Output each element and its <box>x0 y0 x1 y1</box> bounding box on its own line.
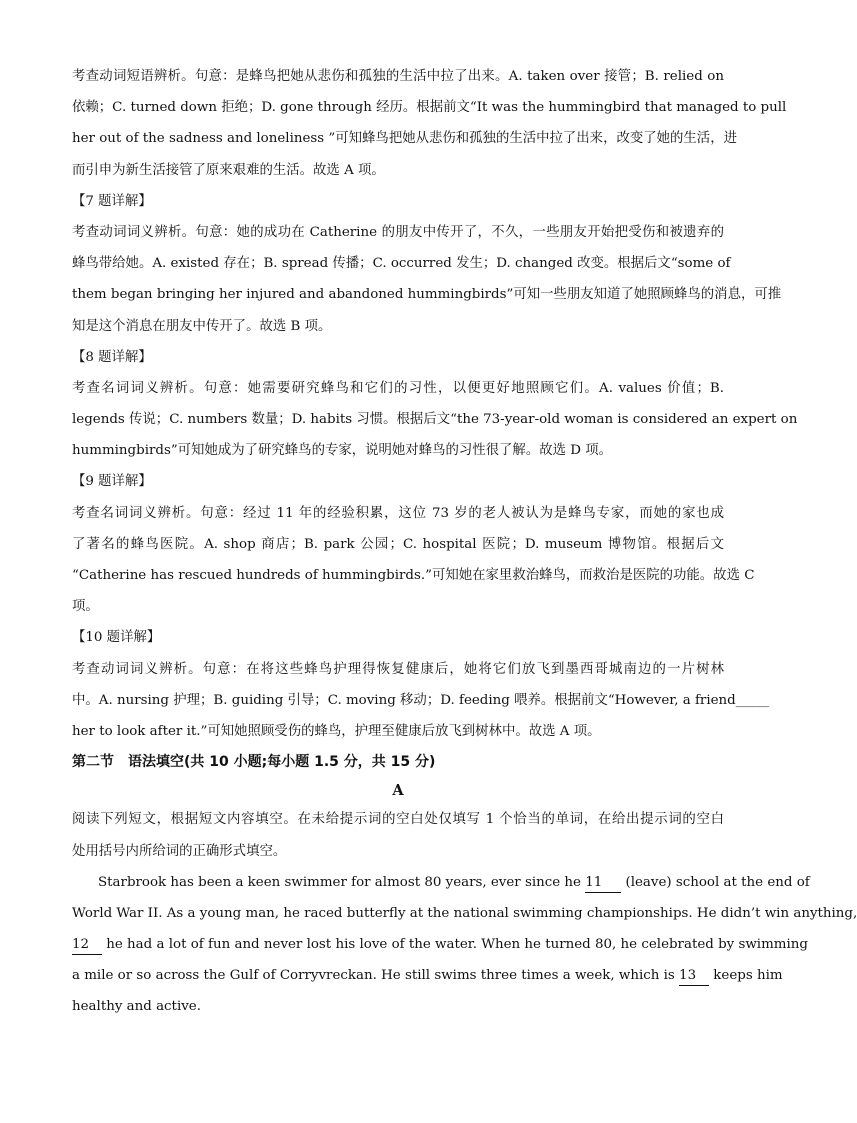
passage-line: healthy and active. <box>72 999 201 1015</box>
q9-heading: 【9 题详解】 <box>72 474 152 490</box>
q8-text-line: hummingbirds”可知她成为了研究蜂鸟的专家，说明她对蜂鸟的习性很了解。故选 D 项。 <box>72 443 613 459</box>
q10-text-line: 中。A. nursing 护理；B. guiding 引导；C. moving 移动；D. feeding 喂养。根据前文“However, a friend_____ <box>72 692 770 708</box>
q9-text-line: 了著名的蜂鸟医院。A. shop 商店；B. park 公园；C. hospital 医院；D. museum 博物馆。根据后文 <box>72 536 724 552</box>
passage-text: Starbrook has been a keen swimmer for almost 80 years, ever since he <box>98 874 586 890</box>
q10-text-line: 考查动词词义辨析。句意：在将这些蜂鸟护理得恢复健康后，她将它们放飞到墨西哥城南边的一片树林 <box>72 661 724 677</box>
passage-text: keeps him <box>709 968 783 984</box>
q7-text-line: 知是这个消息在朋友中传开了。故选 B 项。 <box>72 318 332 334</box>
q8-heading: 【8 题详解】 <box>72 349 152 365</box>
q9-text-line: 项。 <box>72 599 99 615</box>
section-title: 第二节 语法填空(共 10 小题;每小题 1.5 分，共 15 分) <box>72 754 436 771</box>
passage-line: World War II. As a young man, he raced butterfly at the national swimming championships. He didn’t win anything, <box>72 905 857 921</box>
q8-text-line: 考查名词词义辨析。句意：她需要研究蜂鸟和它们的习性，以便更好地照顾它们。A. values 价值；B. <box>72 380 724 396</box>
q10-text-line: her to look after it.”可知她照顾受伤的蜂鸟，护理至健康后放飞到树林中。故选 A 项。 <box>72 723 601 739</box>
passage-line <box>72 867 810 898</box>
passage-text: a mile or so across the Gulf of Corryvreckan. He still swims three times a week, which is <box>72 968 680 984</box>
q6-text-line: 而引申为新生活接管了原来艰难的生活。故选 A 项。 <box>72 162 385 178</box>
answer-blank-13[interactable]: 13 <box>679 967 709 986</box>
q7-text-line: 蜂鸟带给她。A. existed 存在；B. spread 传播；C. occurred 发生；D. changed 改变。根据后文“some of <box>72 256 731 272</box>
q10-heading: 【10 题详解】 <box>72 630 161 646</box>
q8-text-line: legends 传说；C. numbers 数量；D. habits 习惯。根据后文“the 73-year-old woman is considered an expert on <box>72 412 798 428</box>
q9-text-line: 考查名词词义辨析。句意：经过 11 年的经验积累，这位 73 岁的老人被认为是蜂鸟专家，而她的家也成 <box>72 505 724 521</box>
q7-text-line: them began bringing her injured and abandoned hummingbirds”可知一些朋友知道了她照顾蜂鸟的消息，可推 <box>72 287 782 303</box>
passage-line <box>72 929 808 960</box>
part-label: A <box>392 782 404 800</box>
answer-blank-11[interactable]: 11 <box>585 874 621 893</box>
answer-blank-12[interactable]: 12 <box>72 936 102 955</box>
document-page <box>72 61 857 1023</box>
passage-text: he had a lot of fun and never lost his love of the water. When he turned 80, he celebrated by swimming <box>102 937 808 953</box>
q7-text-line: 考查动词词义辨析。句意：她的成功在 Catherine 的朋友中传开了，不久，一些朋友开始把受伤和被遗弃的 <box>72 224 724 240</box>
passage-text: (leave) school at the end of <box>621 874 810 890</box>
q9-text-line: “Catherine has rescued hundreds of hummingbirds.”可知她在家里救治蜂鸟，而救治是医院的功能。故选 C <box>72 568 755 583</box>
instruction-line: 处用括号内所给词的正确形式填空。 <box>72 843 287 859</box>
q6-text-line: 依赖；C. turned down 拒绝；D. gone through 经历。根据前文“It was the hummingbird that managed to pull <box>72 100 787 116</box>
passage-line <box>72 960 783 991</box>
q6-text-line: her out of the sadness and loneliness ”可知蜂鸟把她从悲伤和孤独的生活中拉了出来，改变了她的生活，进 <box>72 131 737 147</box>
instruction-line: 阅读下列短文，根据短文内容填空。在未给提示词的空白处仅填写 1 个恰当的单词，在给出提示词的空白 <box>72 812 724 828</box>
q7-heading: 【7 题详解】 <box>72 193 152 209</box>
q6-text-line: 考查动词短语辨析。句意：是蜂鸟把她从悲伤和孤独的生活中拉了出来。A. taken over 接管；B. relied on <box>72 69 724 84</box>
